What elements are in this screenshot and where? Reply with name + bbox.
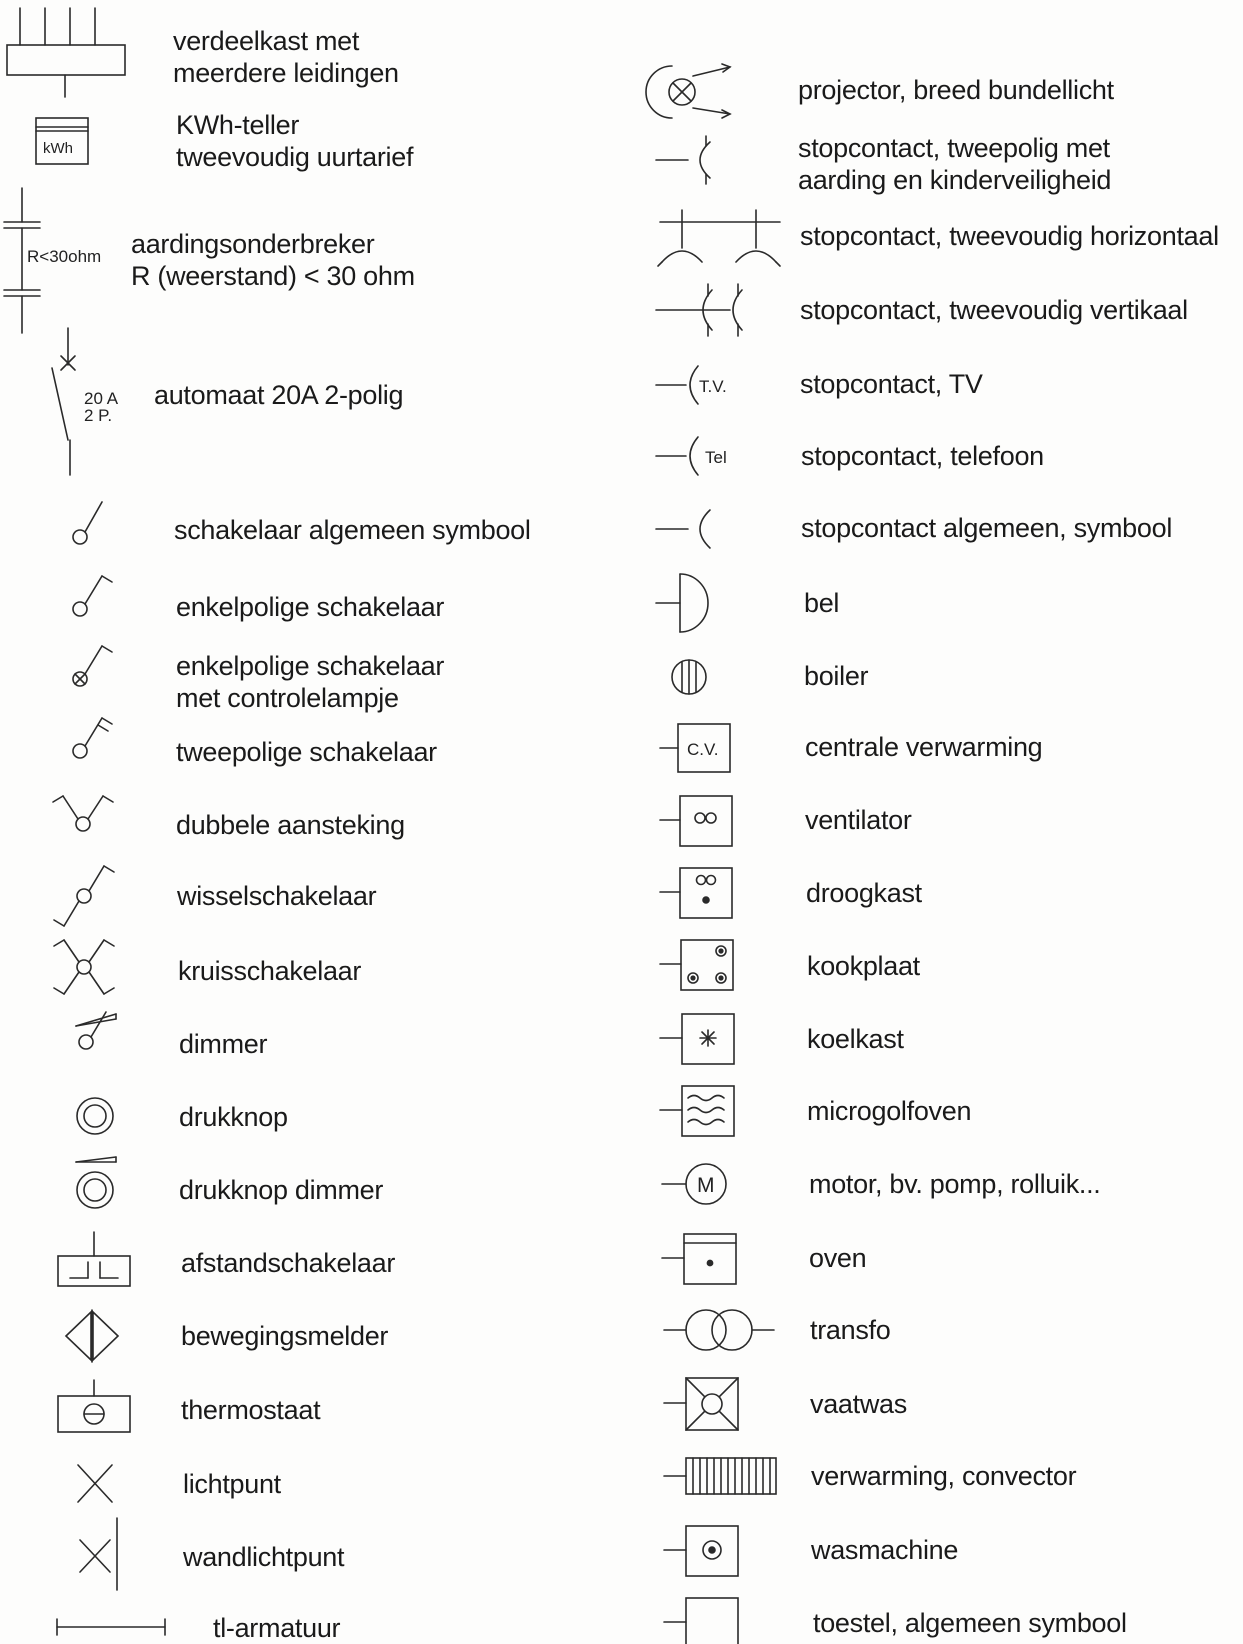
central-heating-icon [660, 724, 730, 772]
projector-icon [646, 64, 730, 118]
tv-text: T.V. [699, 377, 727, 396]
push-button-dimmer-icon [76, 1157, 116, 1208]
label-dishwasher: vaatwas [810, 1389, 907, 1419]
label-washing-machine: wasmachine [811, 1535, 959, 1565]
appliance-general-icon [664, 1598, 738, 1644]
label-dimmer: dimmer [179, 1029, 268, 1059]
thermostat-icon [58, 1380, 130, 1432]
drying-cabinet-icon [660, 868, 732, 918]
microwave-icon [660, 1086, 734, 1136]
label-single-pole-switch: enkelpolige schakelaar [176, 592, 445, 622]
label-appliance-general: toestel, algemeen symbool [813, 1608, 1127, 1638]
single-pole-switch-icon [73, 576, 112, 616]
label-cross-switch: kruisschakelaar [178, 956, 362, 986]
label-ventilator: ventilator [805, 805, 912, 835]
motor-text: M [697, 1174, 715, 1197]
label-two-pole-switch: tweepolige schakelaar [176, 737, 437, 767]
socket-telephone-icon [656, 437, 727, 475]
washing-machine-icon [664, 1526, 738, 1576]
cv-text: C.V. [687, 740, 719, 759]
label-single-pole-switch-lamp: enkelpolige schakelaar met controlelampje [176, 651, 445, 713]
label-double-switch: dubbele aansteking [176, 810, 405, 840]
bell-icon [656, 574, 708, 632]
label-bell: bel [804, 588, 840, 618]
socket-double-vertical-icon [656, 284, 742, 336]
label-wall-light-point: wandlichtpunt [183, 1542, 345, 1572]
wall-light-point-icon [80, 1518, 117, 1590]
changeover-switch-icon [54, 866, 114, 926]
r30-text: R<30ohm [27, 247, 102, 266]
fluorescent-fixture-icon [57, 1619, 165, 1635]
label-convector-heater: verwarming, convector [811, 1461, 1077, 1491]
kwh-meter-icon [36, 118, 88, 164]
label-thermostat: thermostaat [181, 1395, 321, 1425]
label-motion-detector: bewegingsmelder [181, 1321, 389, 1351]
amp-text: 20 A [84, 389, 119, 408]
label-push-button: drukknop [179, 1102, 288, 1132]
label-microwave: microgolfoven [807, 1096, 972, 1126]
label-central-heating: centrale verwarming [805, 732, 1043, 762]
socket-earth-child-icon [656, 136, 710, 184]
label-hob: kookplaat [807, 951, 920, 981]
transformer-icon [664, 1310, 774, 1350]
label-socket-double-horizontal: stopcontact, tweevoudig horizontaal [800, 221, 1219, 251]
refrigerator-icon [660, 1014, 734, 1064]
remote-switch-icon [58, 1232, 130, 1286]
boiler-icon [672, 660, 706, 694]
label-light-point: lichtpunt [183, 1469, 281, 1499]
label-socket-earth-child: stopcontact, tweepolig met aarding en kinderveiligheid [798, 133, 1112, 195]
label-refrigerator: koelkast [807, 1024, 904, 1054]
label-changeover-switch: wisselschakelaar [177, 881, 377, 911]
dishwasher-icon [664, 1378, 738, 1430]
tel-text: Tel [705, 448, 727, 467]
motion-detector-icon [66, 1310, 118, 1362]
cross-switch-icon [54, 940, 114, 994]
socket-general-icon [656, 510, 710, 548]
label-drying-cabinet: droogkast [806, 878, 922, 908]
kwh-text: kWh [43, 140, 73, 157]
label-distribution-board: verdeelkast met meerdere leidingen [173, 26, 399, 88]
convector-heater-icon [664, 1458, 776, 1494]
label-motor: motor, bv. pomp, rolluik... [809, 1169, 1101, 1199]
label-kwh-meter: KWh-teller tweevoudig uurtarief [176, 110, 414, 172]
label-push-button-dimmer: drukknop dimmer [179, 1175, 384, 1205]
label-projector: projector, breed bundellicht [798, 75, 1114, 105]
label-transformer: transfo [810, 1315, 891, 1345]
double-switch-icon [53, 796, 113, 831]
motor-icon [662, 1164, 726, 1204]
circuit-breaker-icon [52, 328, 119, 475]
label-socket-double-vertical: stopcontact, tweevoudig vertikaal [800, 295, 1188, 325]
label-fluorescent-fixture: tl-armatuur [213, 1613, 341, 1643]
earth-breaker-icon [4, 188, 101, 333]
label-circuit-breaker: automaat 20A 2-polig [154, 380, 404, 410]
two-pole-switch-icon [73, 718, 112, 758]
label-oven: oven [809, 1243, 867, 1273]
light-point-icon [78, 1465, 112, 1502]
distribution-board-icon [7, 8, 125, 97]
oven-icon [662, 1234, 736, 1284]
label-socket-general: stopcontact algemeen, symbool [801, 513, 1173, 543]
push-button-icon [77, 1098, 113, 1134]
socket-tv-icon [656, 366, 727, 404]
switch-general-icon [73, 502, 102, 544]
pole-text: 2 P. [84, 406, 113, 425]
single-pole-switch-lamp-icon [73, 646, 112, 686]
label-earth-breaker: aardingsonderbreker R (weerstand) < 30 ohm [131, 229, 415, 291]
socket-double-horizontal-icon [658, 210, 780, 266]
hob-icon [660, 940, 733, 990]
dimmer-icon [76, 1012, 116, 1049]
label-switch-general: schakelaar algemeen symbool [174, 515, 531, 545]
label-socket-telephone: stopcontact, telefoon [801, 441, 1044, 471]
label-remote-switch: afstandschakelaar [181, 1248, 396, 1278]
ventilator-icon [660, 796, 732, 846]
label-socket-tv: stopcontact, TV [800, 369, 983, 399]
label-boiler: boiler [804, 661, 869, 691]
